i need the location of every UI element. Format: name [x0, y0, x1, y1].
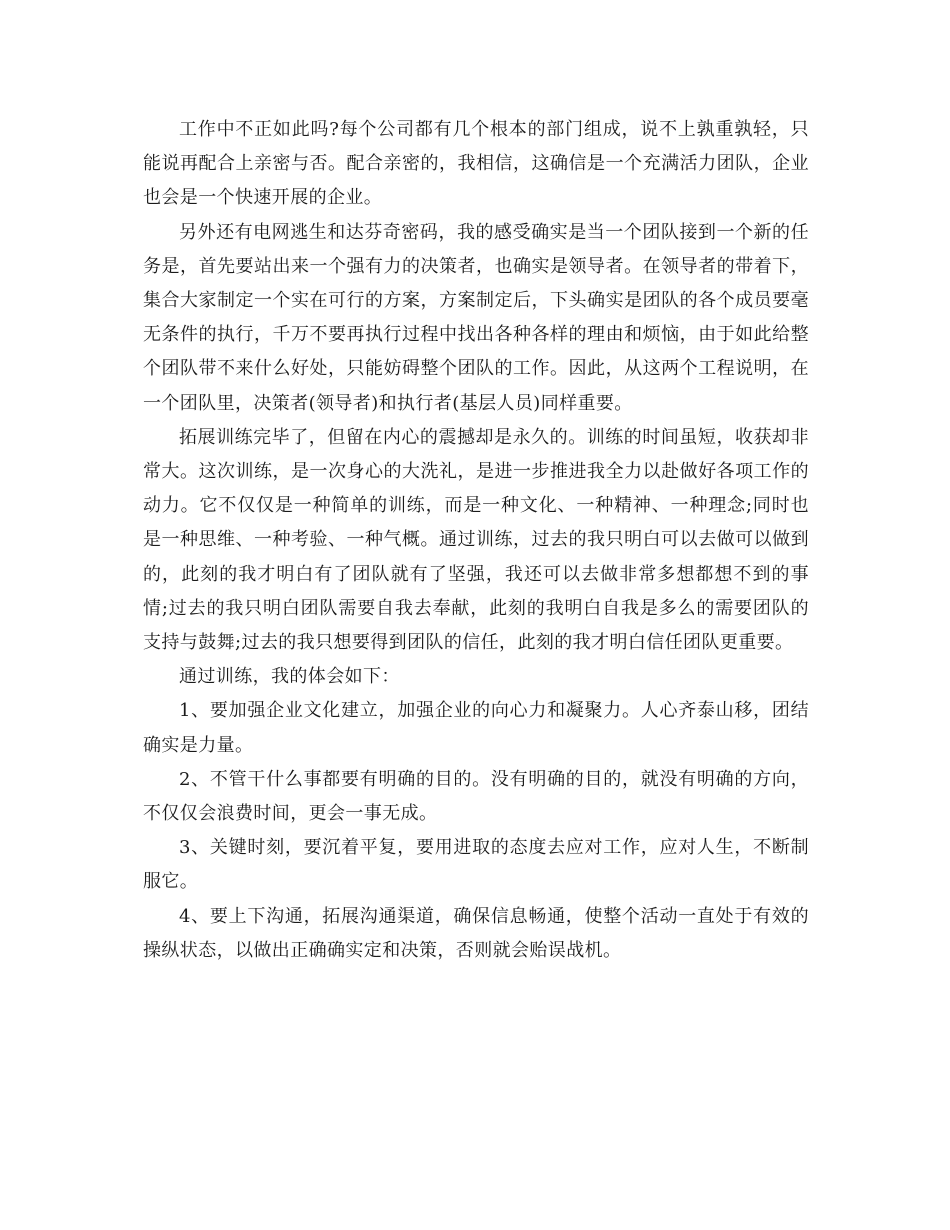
paragraph-lesson-1: 1、要加强企业文化建立，加强企业的向心力和凝聚力。人心齐泰山移，团结确实是力量。 — [143, 700, 809, 756]
paragraph-lessons-intro: 通过训练，我的体会如下： — [179, 666, 400, 688]
paragraph-training-reflection: 拓展训练完毕了，但留在内心的震撼却是永久的。训练的时间虽短，收获却非常大。这次训练，是一次身心的大洗礼，是进一步推进我全力以赴做好各项工作的动力。它不仅仅是一种简单的训练，而是一种文化、一种精神、一种理念;同时也是一种思维、一种考验、一种气概。通过训练，过去的我只明白可以去做可以做到的，此刻的我才明白有了团队就有了坚强，我还可以去做非常多想都想不到的事情;过去的我只明白团队需要自我去奉献，此刻的我明白自我是多么的需要团队的支持与鼓舞;过去的我只想要得到团队的信任，此刻的我才明白信任团队更重要。 — [143, 426, 809, 654]
paragraph-lesson-2: 2、不管干什么事都要有明确的目的。没有明确的目的，就没有明确的方向，不仅仅会浪费时间，更会一事无成。 — [143, 768, 809, 825]
paragraph-lesson-3: 3、关键时刻，要沉着平复，要用进取的态度去应对工作，应对人生，不断制服它。 — [143, 837, 809, 893]
document-body — [143, 113, 809, 968]
paragraph-teamwork-departments: 工作中不正如此吗?每个公司都有几个根本的部门组成，说不上孰重孰轻，只能说再配合上亲密与否。配合亲密的，我相信，这确信是一个充满活力团队，企业也会是一个快速开展的企业。 — [143, 119, 809, 209]
paragraph-lesson-4: 4、要上下沟通，拓展沟通渠道，确保信息畅通，使整个活动一直处于有效的操纵状态，以做出正确确实定和决策，否则就会贻误战机。 — [143, 905, 809, 961]
paragraph-decision-maker: 另外还有电网逃生和达芬奇密码，我的感受确实是当一个团队接到一个新的任务是，首先要站出来一个强有力的决策者，也确实是领导者。在领导者的带着下，集合大家制定一个实在可行的方案，方案制定后，下头确实是团队的各个成员要毫无条件的执行，千万不要再执行过程中找出各种各样的理由和烦恼，由于如此给整个团队带不来什么好处，只能妨碍整个团队的工作。因此，从这两个工程说明，在一个团队里，决策者(领导者)和执行者(基层人员)同样重要。 — [143, 221, 809, 414]
